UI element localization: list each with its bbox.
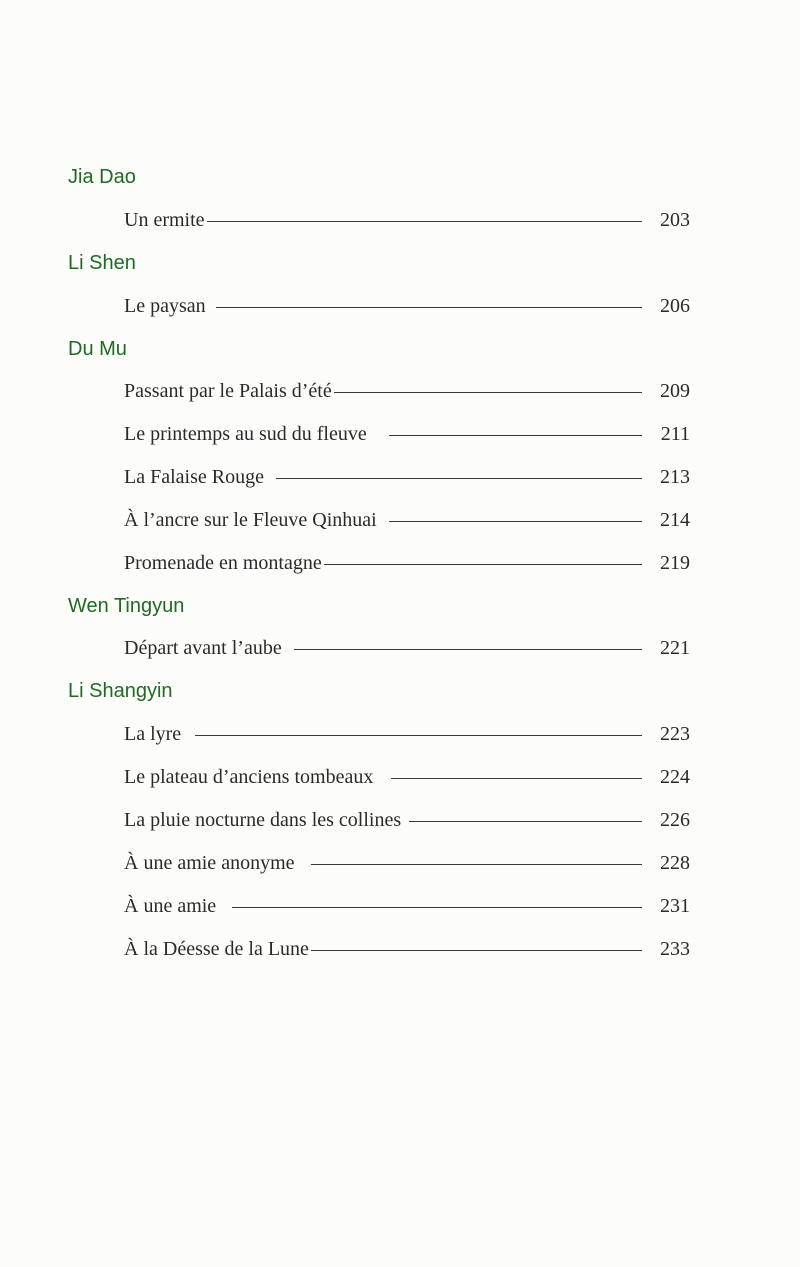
entry-title: À une amie anonyme: [124, 852, 295, 874]
page-number: 219: [660, 552, 690, 574]
entry-title: Le paysan: [124, 295, 206, 317]
page-number: 231: [660, 895, 690, 917]
entry-title: Départ avant l’aube: [124, 637, 282, 659]
dot-leader: [311, 950, 642, 951]
dot-leader: [216, 307, 642, 308]
page-number: 214: [660, 509, 690, 531]
dot-leader: [391, 778, 642, 779]
toc-entry[interactable]: [124, 291, 690, 321]
toc-entry[interactable]: [124, 205, 690, 235]
dot-leader: [195, 735, 642, 736]
page-number: 221: [660, 637, 690, 659]
dot-leader: [276, 478, 642, 479]
author-heading: Li Shangyin: [68, 680, 173, 702]
toc-entry[interactable]: [124, 633, 690, 663]
author-heading: Li Shen: [68, 252, 136, 274]
dot-leader: [334, 392, 642, 393]
entry-title: Le printemps au sud du fleuve: [124, 423, 367, 445]
entry-title: Passant par le Palais d’été: [124, 380, 332, 402]
dot-leader: [294, 649, 642, 650]
toc-entry[interactable]: [124, 505, 690, 535]
entry-title: La Falaise Rouge: [124, 466, 264, 488]
toc-entry[interactable]: [124, 762, 690, 792]
dot-leader: [207, 221, 642, 222]
page-number: 223: [660, 723, 690, 745]
author-heading: Du Mu: [68, 338, 127, 360]
dot-leader: [409, 821, 642, 822]
entry-title: À une amie: [124, 895, 217, 917]
dot-leader: [389, 435, 642, 436]
toc-entry[interactable]: [124, 719, 690, 749]
page-number: 203: [660, 209, 690, 231]
dot-leader: [324, 564, 642, 565]
entry-title: Le plateau d’anciens tombeaux: [124, 766, 374, 788]
dot-leader: [389, 521, 642, 522]
toc-entry[interactable]: [124, 376, 690, 406]
toc-entry[interactable]: [124, 419, 690, 449]
author-heading: Jia Dao: [68, 166, 136, 188]
entry-title: Promenade en montagne: [124, 552, 322, 574]
toc-entry[interactable]: [124, 848, 690, 878]
page-number: 228: [660, 852, 690, 874]
author-heading: Wen Tingyun: [68, 595, 185, 617]
toc-entry[interactable]: [124, 891, 690, 921]
page-number: 206: [660, 295, 690, 317]
toc-entry[interactable]: [124, 462, 690, 492]
page-number: 211: [660, 423, 690, 445]
page-number: 213: [660, 466, 690, 488]
entry-title: La lyre: [124, 723, 182, 745]
page-number: 224: [660, 766, 690, 788]
toc-entry[interactable]: [124, 934, 690, 964]
toc-entry[interactable]: [124, 805, 690, 835]
page-number: 209: [660, 380, 690, 402]
entry-title: Un ermite: [124, 209, 205, 231]
page-number: 233: [660, 938, 690, 960]
dot-leader: [311, 864, 643, 865]
dot-leader: [232, 907, 642, 908]
page-number: 226: [660, 809, 690, 831]
entry-title: À la Déesse de la Lune: [124, 938, 309, 960]
entry-title: La pluie nocturne dans les collines: [124, 809, 402, 831]
entry-title: À l’ancre sur le Fleuve Qinhuai: [124, 509, 377, 531]
toc-entry[interactable]: [124, 548, 690, 578]
